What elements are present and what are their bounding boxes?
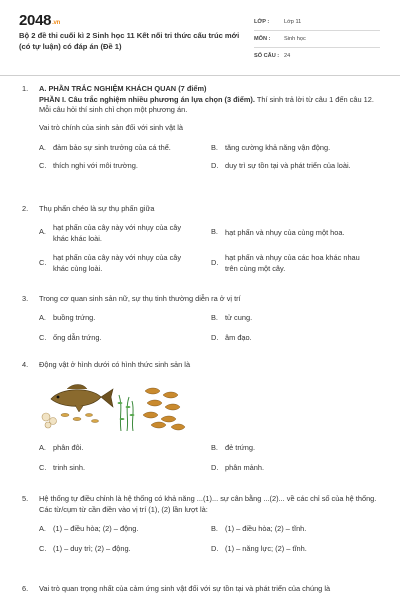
- option-letter: D.: [211, 462, 219, 472]
- option-c[interactable]: [39, 543, 211, 554]
- meta-value: 24: [284, 53, 291, 60]
- question-1: [22, 84, 386, 172]
- option-text: đẻ trứng.: [225, 442, 256, 452]
- option-d[interactable]: [211, 543, 383, 554]
- question-text: Động vật ở hình dưới có hình thức sinh sản là: [39, 360, 191, 369]
- option-letter: D.: [211, 257, 219, 267]
- options: [39, 143, 386, 172]
- question-number: 5.: [22, 494, 29, 503]
- option-letter: B.: [211, 143, 218, 153]
- option-b[interactable]: [211, 143, 383, 154]
- question-number: 6.: [22, 584, 29, 593]
- meta-value: Lớp 11: [284, 18, 302, 25]
- option-a[interactable]: [39, 313, 211, 324]
- option-text: trinh sinh.: [53, 462, 86, 472]
- option-letter: B.: [211, 227, 218, 237]
- question-number: 4.: [22, 360, 29, 369]
- option-letter: C.: [39, 257, 47, 267]
- option-text: (1) – duy trì; (2) – động.: [53, 543, 131, 553]
- option-text: phân đôi.: [53, 442, 84, 452]
- option-c[interactable]: [39, 462, 211, 473]
- question-text: Trong cơ quan sinh sản nữ, sự thụ tinh thường diễn ra ở vị trí: [39, 294, 241, 303]
- option-text: hạt phấn của cây này với nhụy của cây khác khác loài.: [53, 222, 182, 243]
- option-c[interactable]: [39, 252, 211, 274]
- question-3: [22, 294, 386, 344]
- option-text: âm đạo.: [225, 332, 252, 342]
- option-letter: B.: [211, 523, 218, 533]
- option-b[interactable]: [211, 523, 383, 534]
- logo-main: 2048: [19, 12, 52, 29]
- option-b[interactable]: [211, 313, 383, 324]
- meta-row-class: [254, 14, 380, 31]
- option-text: (1) – điều hòa; (2) – tĩnh.: [225, 523, 307, 533]
- option-text: duy trì sự tồn tại và phát triển của loài.: [225, 161, 351, 171]
- meta-key: MÔN :: [254, 35, 271, 42]
- option-text: tăng cường khả năng vận động.: [225, 143, 331, 153]
- option-letter: A.: [39, 143, 46, 153]
- option-text: ống dẫn trứng.: [53, 332, 102, 342]
- option-letter: C.: [39, 332, 47, 342]
- option-d[interactable]: [211, 252, 383, 274]
- meta-key: LỚP :: [254, 18, 270, 25]
- site-logo[interactable]: [19, 10, 60, 32]
- option-d[interactable]: [211, 161, 383, 172]
- question-5: [22, 494, 386, 554]
- option-text: (1) – năng lực; (2) – tĩnh.: [225, 543, 307, 553]
- question-text: Hệ thống tự điều chỉnh là hệ thống có khả năng ...(1)... sự cân bằng ...(2)... về các chỉ số của hệ thống.: [39, 494, 377, 503]
- question-4: [22, 360, 386, 473]
- meta-row-count: [254, 48, 380, 65]
- option-text: hạt phấn của cây này với nhụy của cây khác cùng loài.: [53, 252, 182, 274]
- logo-suffix: .vn: [52, 20, 60, 26]
- option-b[interactable]: [211, 442, 383, 453]
- question-text: Thụ phấn chéo là sự thụ phấn giữa: [39, 204, 155, 213]
- option-a[interactable]: [39, 442, 211, 453]
- option-a[interactable]: [39, 523, 211, 534]
- option-letter: D.: [211, 543, 219, 553]
- options: [39, 313, 386, 344]
- options: [39, 523, 386, 554]
- options: [39, 442, 386, 473]
- option-letter: A.: [39, 442, 46, 452]
- option-text: phân mảnh.: [225, 462, 265, 472]
- document-title: Bộ 2 đề thi cuối kì 2 Sinh học 11 Kết nối tri thức cấu trúc mới (có tự luận) có đáp án (Đề 1): [19, 31, 240, 52]
- adult-fish-icon: [51, 384, 113, 412]
- question-text: Vai trò quan trọng nhất của cảm ứng sinh vật đối với sự tồn tại và phát triển của chúng là: [39, 584, 331, 593]
- option-letter: D.: [211, 332, 219, 342]
- question-subtext: Các từ/cụm từ cần điền vào vị trí (1), (2) lần lượt là:: [39, 504, 208, 514]
- option-text: (1) – điều hòa; (2) – động.: [53, 523, 139, 533]
- question-6: [22, 584, 386, 595]
- option-d[interactable]: [211, 462, 383, 473]
- document-meta: [254, 14, 380, 65]
- fish-eggs-illustration: [39, 377, 189, 431]
- question-text: Vai trò chính của sinh sản đối với sinh vật là: [39, 123, 183, 133]
- option-letter: A.: [39, 312, 46, 322]
- option-letter: C.: [39, 462, 47, 472]
- question-number: 3.: [22, 294, 29, 303]
- option-letter: B.: [211, 312, 218, 322]
- option-c[interactable]: [39, 333, 211, 344]
- meta-value: Sinh học: [284, 35, 306, 42]
- option-letter: A.: [39, 227, 46, 237]
- option-text: đảm bảo sự sinh trưởng của cá thể.: [53, 143, 171, 153]
- options: [39, 222, 386, 274]
- part-heading: PHẦN I. Câu trắc nghiệm nhiều phương án lựa chọn (3 điểm).: [39, 94, 255, 104]
- option-text: buồng trứng.: [53, 312, 96, 322]
- question-number: 1.: [22, 84, 29, 93]
- option-letter: C.: [39, 543, 47, 553]
- meta-key: SỐ CÂU :: [254, 53, 280, 60]
- option-letter: B.: [211, 442, 218, 452]
- option-text: hạt phấn và nhụy của các hoa khác nhau trên cùng một cây.: [225, 252, 360, 274]
- document-header: [0, 0, 400, 68]
- header-divider: [0, 75, 400, 76]
- option-text: tử cung.: [225, 312, 253, 322]
- option-letter: C.: [39, 161, 47, 171]
- part-instruction-block: [39, 95, 386, 116]
- question-2: [22, 204, 386, 274]
- option-d[interactable]: [211, 333, 383, 344]
- option-b[interactable]: [211, 222, 383, 244]
- option-c[interactable]: [39, 161, 211, 172]
- option-text: thích nghi với môi trường.: [53, 161, 138, 171]
- option-a[interactable]: [39, 222, 211, 244]
- question-number: 2.: [22, 204, 29, 213]
- option-letter: A.: [39, 523, 46, 533]
- part-instruction: Thí sinh trả lời từ câu 1 đến câu 12. Mỗi câu hỏi thí sinh chỉ chọn một phương án.: [39, 94, 374, 115]
- option-letter: D.: [211, 161, 219, 171]
- meta-row-subject: [254, 31, 380, 48]
- section-title: A. PHẦN TRẮC NGHIỆM KHÁCH QUAN (7 điểm): [39, 84, 207, 93]
- option-a[interactable]: [39, 143, 211, 154]
- option-text: hạt phấn và nhụy của cùng một hoa.: [225, 228, 345, 238]
